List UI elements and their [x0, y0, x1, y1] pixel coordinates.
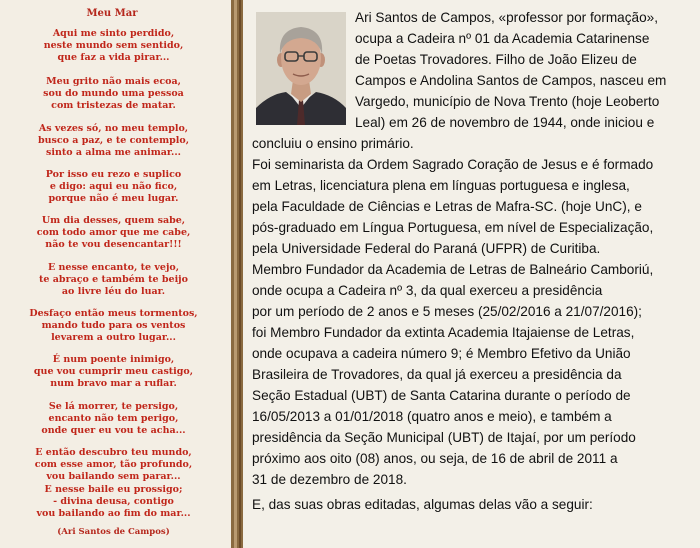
bio-line: pós-graduado em Língua Portuguesa, em nível de Especialização,	[252, 220, 654, 235]
bio-line: concluiu o ensino primário.	[252, 136, 414, 151]
bio-line: onde ocupa a Cadeira nº 3, da qual exerceu a presidência	[252, 283, 603, 298]
poem-stanza	[0, 262, 227, 297]
poem-line: E nesse encanto, te vejo,	[47, 262, 180, 273]
poem-line: - divina deusa, contigo	[53, 495, 174, 507]
poem-line: Meu grito não mais ecoa,	[46, 76, 181, 87]
poem-stanza	[0, 215, 227, 250]
bio-line: de Poetas Trovadores. Filho de João Elizeu de	[355, 52, 637, 67]
poem-stanza	[0, 28, 227, 63]
bio-line: Leal) em 26 de novembro de 1944, onde iniciou e	[355, 115, 655, 130]
bio-line: 31 de dezembro de 2018.	[252, 472, 407, 487]
bio-line: Campos e Andolina Santos de Campos, nasceu em	[355, 73, 667, 88]
bio-line: Seção Estadual (UBT) de Santa Catarina durante o período de	[252, 388, 631, 403]
bio-line: presidência da Seção Municipal (UBT) de Itajaí, por um período	[252, 430, 636, 445]
poem-line: num bravo mar a ruflar.	[50, 377, 177, 389]
poem-line: Desfaço então meus tormentos,	[29, 308, 198, 319]
bio-line: Ari Santos de Campos, «professor por formação»,	[355, 10, 658, 25]
poem-stanza	[0, 308, 227, 343]
panel-divider	[231, 0, 243, 548]
bio-line: foi Membro Fundador da extinta Academia Itajaiense de Letras,	[252, 325, 635, 340]
poem-line: com esse amor, tão profundo,	[34, 458, 193, 470]
poem-line: porque não é meu lugar.	[48, 192, 179, 204]
poem-line: ao livre léu do luar.	[61, 285, 166, 297]
poem-line: onde quer eu vou te acha...	[41, 424, 186, 436]
bio-line: Brasileira de Trovadores, da qual já exerceu a presidência da	[252, 367, 622, 382]
bio-line: onde ocupava a cadeira número 9; é Membro Efetivo da União	[252, 346, 631, 361]
poem-line: encanto não tem perigo,	[48, 412, 179, 424]
bio-line: ocupa a Cadeira nº 01 da Academia Catarinense	[355, 31, 650, 46]
poem-author: (Ari Santos de Campos)	[57, 527, 170, 537]
bio-line: E, das suas obras editadas, algumas delas vão a seguir:	[252, 497, 593, 512]
poem-line: não te vou desencantar!!!	[45, 238, 182, 250]
poem-stanza	[0, 123, 227, 158]
bio-line: Foi seminarista da Ordem Sagrado Coração de Jesus e é formado	[252, 157, 654, 172]
poem-line: Por isso eu rezo e suplico	[45, 169, 182, 180]
bio-line: Membro Fundador da Academia de Letras de Balneário Camboriú,	[252, 262, 654, 277]
poem-line: com todo amor que me cabe,	[36, 226, 191, 238]
poem-stanza	[0, 401, 227, 436]
bio-line: pela Universidade Federal do Paraná (UFPR) de Curitiba.	[252, 241, 601, 256]
poem-line: mando tudo para os ventos	[41, 319, 186, 331]
bio-panel	[243, 0, 700, 548]
poem-line: neste mundo sem sentido,	[43, 39, 184, 51]
poem-stanza	[0, 484, 227, 519]
poem-line: te abraço e também te beijo	[39, 273, 188, 285]
poem-line: E nesse baile eu prossigo;	[44, 484, 183, 495]
poem-line: que faz a vida pirar...	[57, 51, 170, 63]
poem-line: É num poente inimigo,	[52, 354, 175, 365]
poem-line: vou bailando sem parar...	[46, 470, 181, 482]
poem-stanza	[0, 354, 227, 389]
poem-stanza	[0, 76, 227, 111]
author-photo	[256, 12, 346, 125]
bio-line: próximo aos oito (08) anos, ou seja, de 16 de abril de 2011 a	[252, 451, 618, 466]
poem-line: sou do mundo uma pessoa	[43, 87, 184, 99]
poem-line: Se lá morrer, te persigo,	[48, 401, 179, 412]
poem-line: As vezes só, no meu templo,	[38, 123, 189, 134]
poem-line: E então descubro teu mundo,	[35, 447, 192, 458]
poem-stanza	[0, 169, 227, 204]
bio-line: Vargedo, município de Nova Trento (hoje Leoberto	[355, 94, 660, 109]
bio-line: por um período de 2 anos e 5 meses (25/02/2016 a 21/07/2016);	[252, 304, 642, 319]
bio-line: 16/05/2013 a 01/01/2018 (quatro anos e meio), e também a	[252, 409, 612, 424]
poem-line: com tristezas de matar.	[51, 99, 176, 111]
bio-line: pela Faculdade de Ciências e Letras de Mafra-SC. (hoje UnC), e	[252, 199, 642, 214]
poem-line: que vou cumprir meu castigo,	[33, 365, 194, 377]
poem-line: levarem a outro lugar...	[51, 331, 176, 343]
poem-line: vou bailando ao fim do mar...	[36, 507, 191, 519]
poem-stanza	[0, 447, 227, 482]
poem-line: Um dia desses, quem sabe,	[41, 215, 186, 226]
bio-line: em Letras, licenciatura plena em línguas portuguesa e inglesa,	[252, 178, 630, 193]
poem-line: e digo: aqui eu não fico,	[49, 180, 178, 192]
poem-title: Meu Mar	[86, 8, 138, 19]
poem-line: Aqui me sinto perdido,	[52, 28, 175, 39]
poem-panel	[0, 0, 231, 548]
poem-line: sinto a alma me animar...	[46, 146, 181, 158]
poem-line: busco a paz, e te contemplo,	[37, 134, 190, 146]
